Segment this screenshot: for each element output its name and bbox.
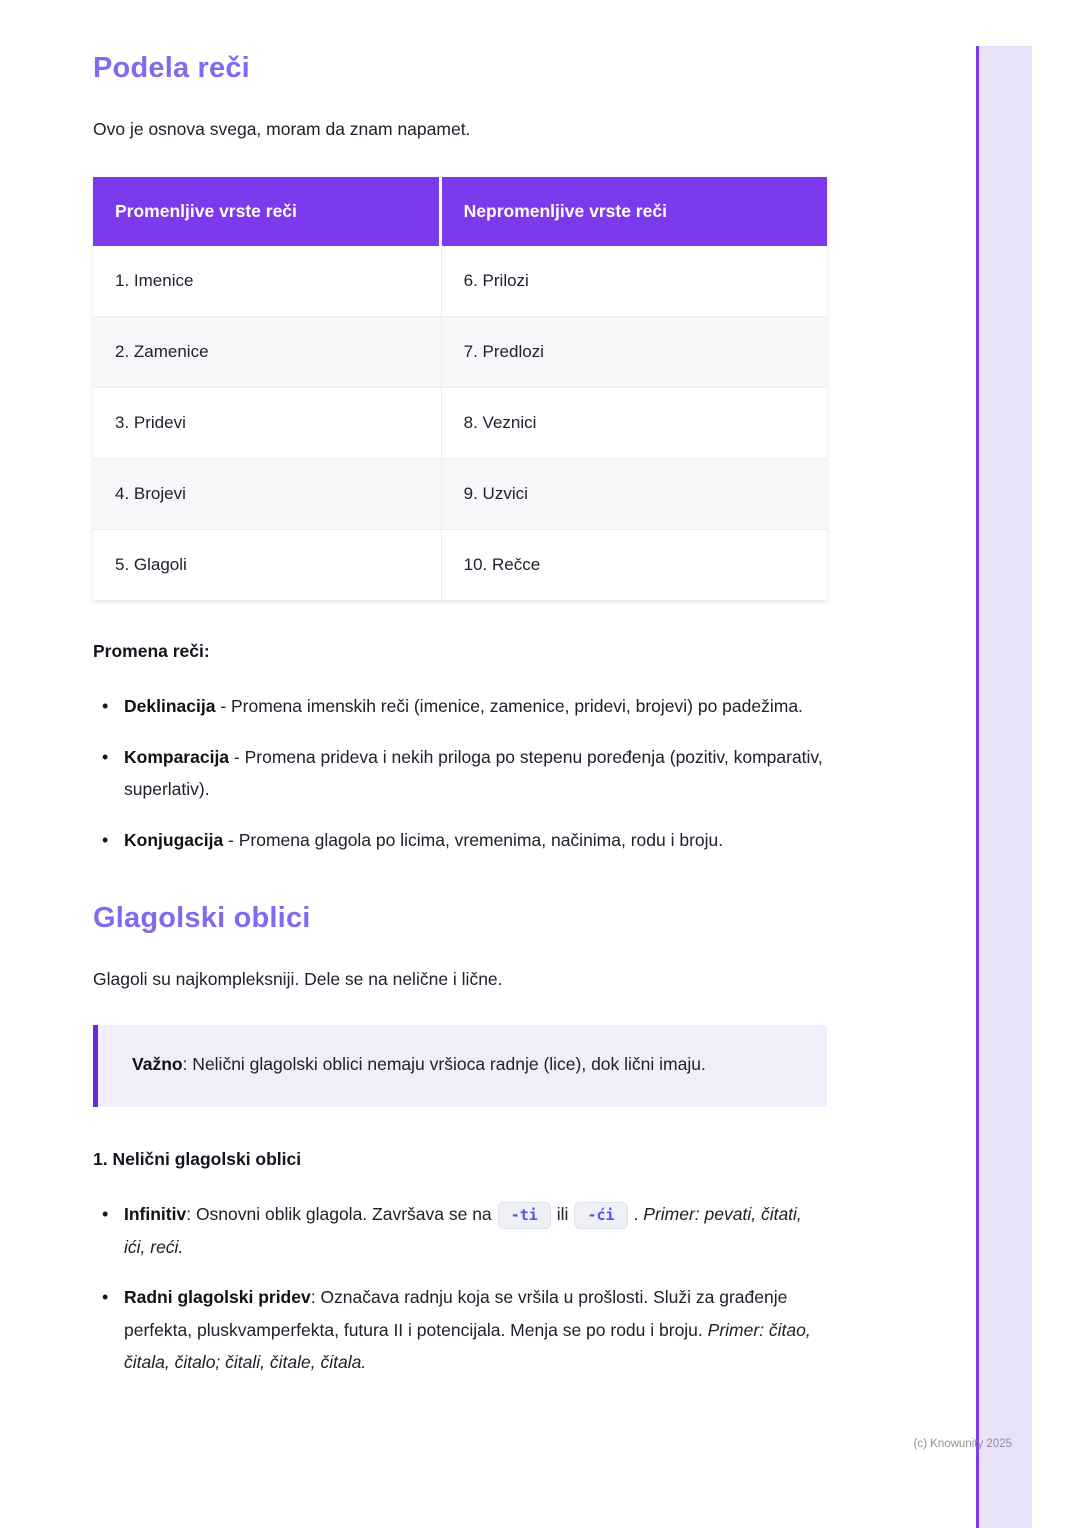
term-label: Radni glagolski pridev — [124, 1287, 311, 1308]
table-cell: 9. Uzvici — [442, 459, 827, 530]
term-description: : Osnovni oblik glagola. Završava se na — [186, 1204, 492, 1225]
glagolski-intro-paragraph: Glagoli su najkompleksniji. Dele se na nelične i lične. — [93, 969, 503, 990]
table-cell: 2. Zamenice — [93, 317, 442, 388]
code-chip-ti: -ti — [498, 1202, 551, 1229]
promena-reci-heading: Promena reči: — [93, 641, 210, 661]
term-description: - Promena glagola po licima, vremenima, načinima, rodu i broju. — [223, 829, 724, 850]
table-cell: 1. Imenice — [93, 246, 442, 317]
table-row — [93, 388, 827, 459]
table-cell: 6. Prilozi — [442, 246, 827, 317]
promena-list — [93, 690, 827, 856]
list-item-radni-pridev — [93, 1281, 827, 1379]
list-item-komparacija — [93, 741, 827, 806]
table-row — [93, 246, 827, 317]
table-cell: 8. Veznici — [442, 388, 827, 459]
list-item-infinitiv — [93, 1198, 827, 1263]
term-description: ili — [556, 1204, 569, 1225]
word-types-table — [93, 177, 827, 601]
table-cell: 5. Glagoli — [93, 530, 442, 601]
callout-term: Važno — [132, 1054, 183, 1075]
list-item-deklinacija — [93, 690, 827, 723]
code-chip-ci: -ći — [574, 1202, 627, 1229]
page-title: Podela reči — [93, 52, 250, 84]
glagolski-list — [93, 1198, 827, 1379]
table-cell: 10. Rečce — [442, 530, 827, 601]
table-cell: 4. Brojevi — [93, 459, 442, 530]
section-title-glagolski: Glagolski oblici — [93, 902, 311, 935]
example-text: Primer: pevati, čitati, ići, reći. — [124, 1204, 802, 1257]
example-text: Primer: čitao, čitala, čitalo; čitali, čitale, čitala. — [124, 1319, 811, 1373]
table-row — [93, 530, 827, 601]
callout-text: : Nelični glagolski oblici nemaju vršioca radnje (lice), dok lični imaju. — [182, 1054, 706, 1075]
term-label: Konjugacija — [124, 829, 224, 850]
page-edge-strip — [976, 46, 1032, 1528]
footer-credit: (c) Knowunity 2025 — [913, 1438, 1012, 1450]
term-description: : Označava radnju koja se vršila u prošlosti. Služi za građenje perfekta, pluskvamperfekta, futura II i potencijala. Menja se po rodu i broju. — [124, 1287, 788, 1340]
document-content — [93, 0, 827, 1397]
table-cell: 7. Predlozi — [442, 317, 827, 388]
table-row — [93, 317, 827, 388]
list-item-konjugacija — [93, 824, 827, 857]
term-label: Komparacija — [124, 746, 230, 767]
sub-heading-nelicni: 1. Nelični glagolski oblici — [93, 1149, 302, 1170]
important-callout — [93, 1025, 827, 1107]
term-label: Infinitiv — [124, 1204, 187, 1225]
table-cell: 3. Pridevi — [93, 388, 442, 459]
term-label: Deklinacija — [124, 696, 216, 716]
table-row — [93, 459, 827, 530]
term-description: . — [633, 1204, 644, 1225]
table-header-promenljive: Promenljive vrste reči — [93, 177, 442, 246]
table-header-row — [93, 177, 827, 246]
term-description: - Promena imenskih reči (imenice, zamenice, pridevi, brojevi) po padežima. — [215, 696, 803, 716]
term-description: - Promena prideva i nekih priloga po stepenu poređenja (pozitiv, komparativ, superlativ). — [124, 746, 823, 800]
table-header-nepromenljive: Nepromenljive vrste reči — [442, 177, 827, 246]
intro-paragraph: Ovo je osnova svega, moram da znam napamet. — [93, 119, 471, 139]
